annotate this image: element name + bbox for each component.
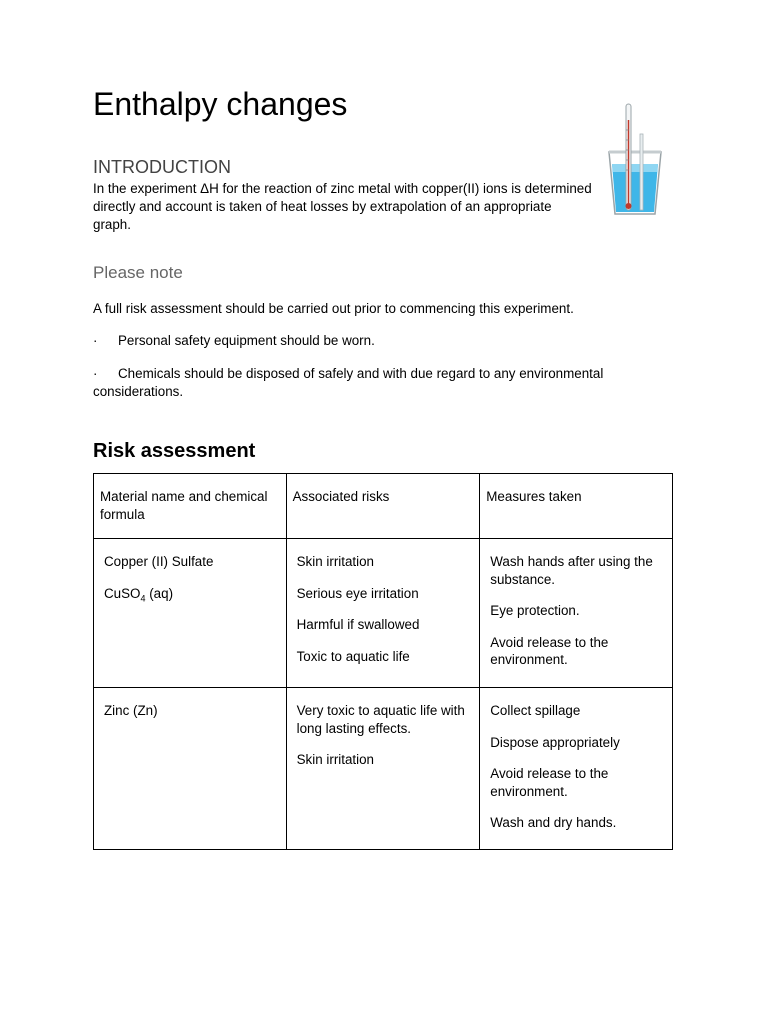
bullet-item xyxy=(93,365,653,401)
page-title: Enthalpy changes xyxy=(93,86,348,122)
column-header: Associated risks xyxy=(286,474,480,539)
table-row xyxy=(94,688,673,850)
table-header-row xyxy=(94,474,673,539)
note-heading: Please note xyxy=(93,263,183,282)
measures-cell xyxy=(480,539,673,688)
measure-item: Wash and dry hands. xyxy=(490,815,617,830)
risk-item: Skin irritation xyxy=(296,752,375,767)
measures-cell xyxy=(480,688,673,850)
risk-item: Harmful if swallowed xyxy=(296,617,420,632)
bullet-marker: · xyxy=(93,333,98,348)
material-cell xyxy=(94,539,287,688)
risks-cell xyxy=(286,539,480,688)
measure-item: Wash hands after using the substance. xyxy=(490,554,653,587)
column-header: Measures taken xyxy=(480,474,673,539)
risk-item: Serious eye irritation xyxy=(296,585,419,601)
bullet-text: Personal safety equipment should be worn. xyxy=(118,333,375,348)
intro-heading: INTRODUCTION xyxy=(93,157,231,177)
risk-heading: Risk assessment xyxy=(93,440,256,462)
bullet-text: Chemicals should be disposed of safely and with due regard to any environmental considerations. xyxy=(93,366,604,399)
material-name: Zinc (Zn) xyxy=(104,703,158,718)
measure-item: Collect spillage xyxy=(490,703,581,718)
beaker-thermometer-icon xyxy=(604,100,666,220)
measure-item: Eye protection. xyxy=(490,603,580,618)
intro-text: In the experiment ΔH for the reaction of zinc metal with copper(II) ions is determined directly and account is taken of heat losses by extrapolation of an appropriate graph. xyxy=(93,181,592,232)
risk-assessment-note: A full risk assessment should be carried out prior to commencing this experiment. xyxy=(93,301,574,316)
risk-item: Toxic to aquatic life xyxy=(296,648,410,664)
material-cell xyxy=(94,688,287,850)
measure-item: Avoid release to the environment. xyxy=(490,766,609,799)
bullet-item xyxy=(93,332,653,350)
measure-item: Dispose appropriately xyxy=(490,734,620,750)
risks-cell xyxy=(286,688,480,850)
table-row xyxy=(94,539,673,688)
risk-item: Very toxic to aquatic life with long lasting effects. xyxy=(296,703,465,736)
measure-item: Avoid release to the environment. xyxy=(490,634,609,667)
column-header: Material name and chemical formula xyxy=(94,474,287,539)
chemical-formula: CuSO$_4$ (aq) xyxy=(104,585,174,604)
risk-assessment-table xyxy=(93,473,673,850)
bullet-marker: · xyxy=(93,366,98,381)
material-name: Copper (II) Sulfate xyxy=(104,554,214,569)
risk-item: Skin irritation xyxy=(296,554,375,569)
